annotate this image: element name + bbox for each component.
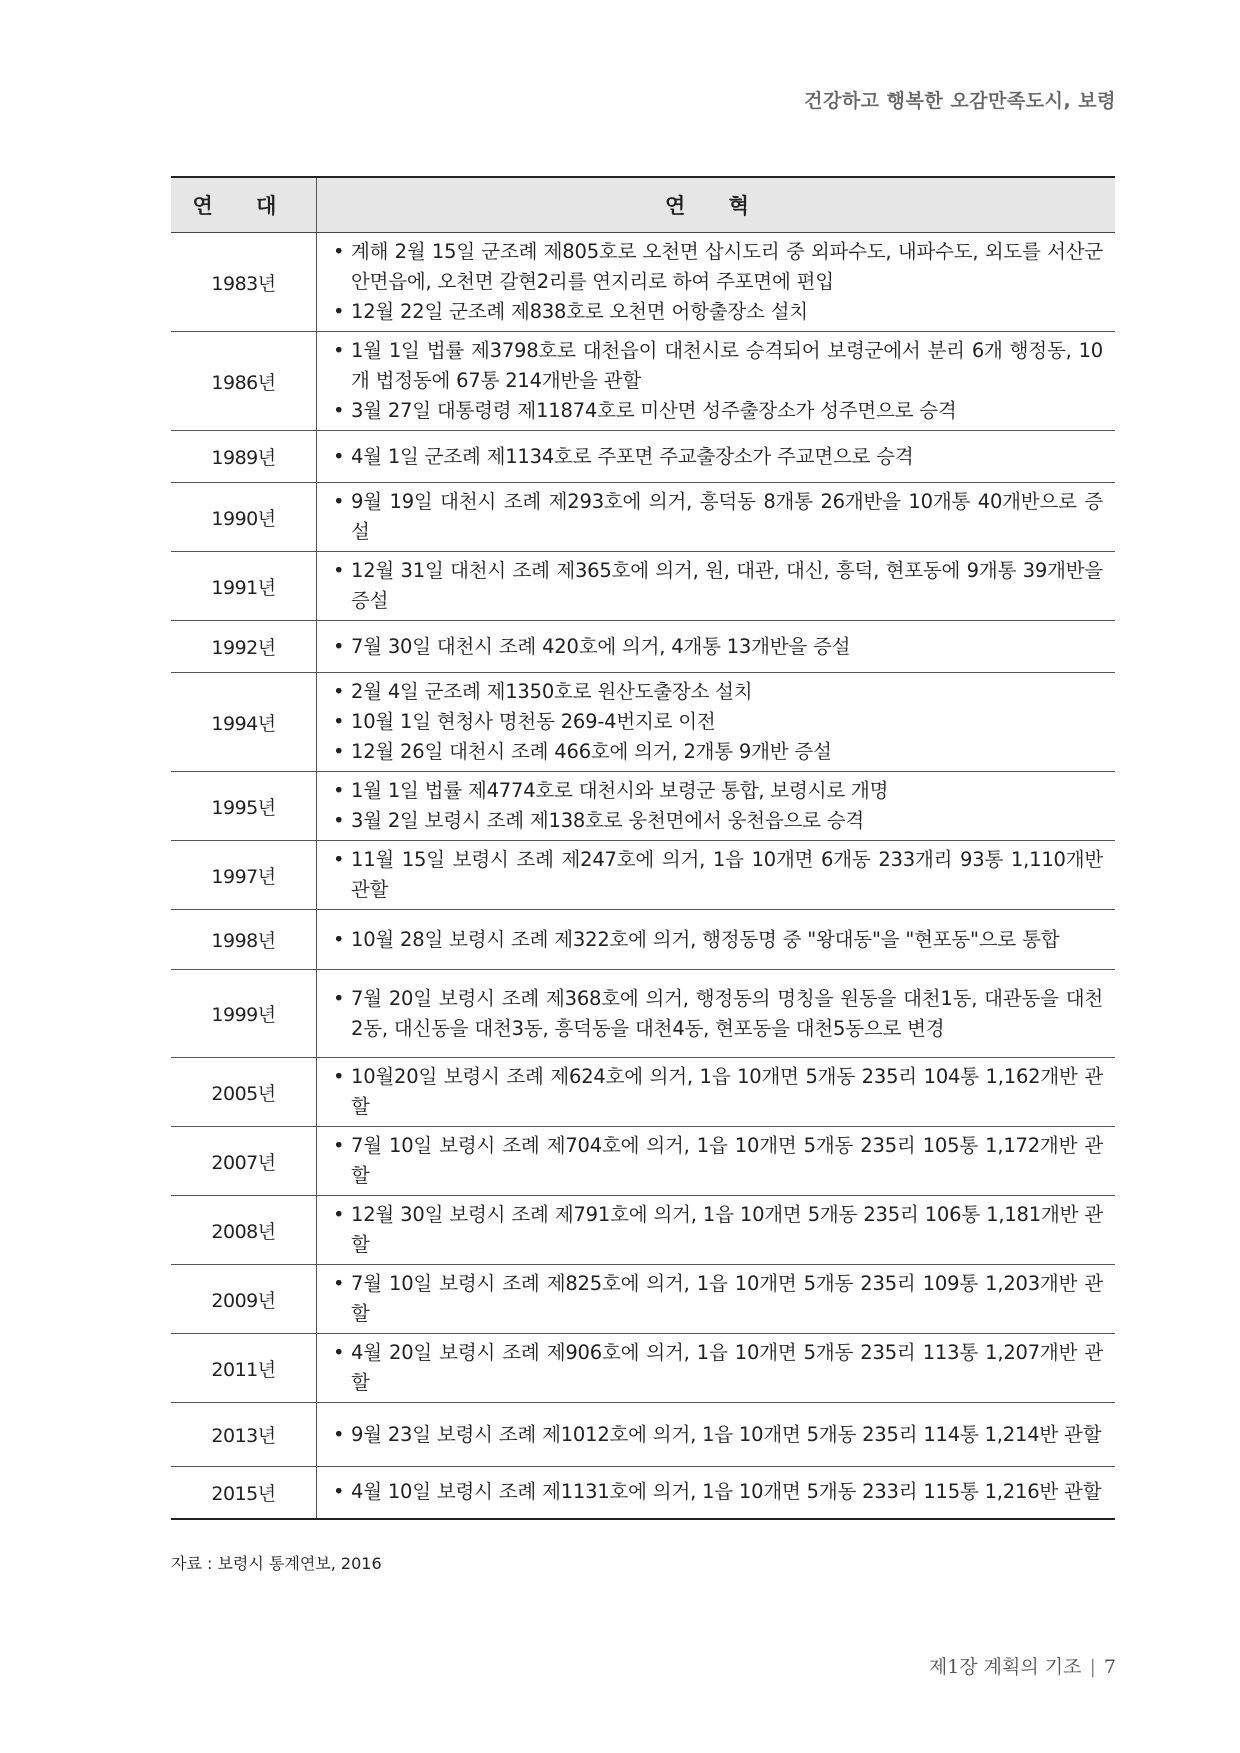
event-list [333,1269,1103,1329]
events-cell [317,673,1116,772]
events-cell [317,1127,1116,1196]
year-cell: 1997년 [171,841,317,910]
event-item: • 4월 10일 보령시 조례 제1131호에 의거, 1읍 10개면 5개동 233리 115통 1,216반 관할 [333,1477,1103,1507]
source-note: 자료 : 보령시 통계연보, 2016 [171,1554,382,1573]
event-item: • 10월20일 보령시 조례 제624호에 의거, 1읍 10개면 5개동 235리 104통 1,162개반 관할 [333,1062,1103,1122]
table-row [171,621,1115,673]
table-row [171,1127,1115,1196]
event-item: • 2월 4일 군조례 제1350호로 원산도출장소 설치 [333,677,1103,707]
event-item: • 1월 1일 법률 제4774호로 대천시와 보령군 통합, 보령시로 개명 [333,776,1103,806]
table-row [171,910,1115,970]
column-header-history: 연 혁 [317,177,1116,233]
event-item: • 12월 31일 대천시 조례 제365호에 의거, 원, 대관, 대신, 흥덕, 현포동에 9개통 39개반을 증설 [333,556,1103,616]
year-cell: 1989년 [171,431,317,483]
year-cell: 2009년 [171,1265,317,1334]
event-list [333,776,1103,836]
events-cell [317,332,1116,431]
page-footer [929,1652,1116,1679]
events-cell [317,841,1116,910]
event-item: • 9월 19일 대천시 조례 제293호에 의거, 흥덕동 8개통 26개반을 10개통 40개반으로 증설 [333,487,1103,547]
event-item: • 12월 22일 군조례 제838호로 오천면 어항출장소 설치 [333,297,1103,327]
event-list [333,1420,1103,1450]
footer-separator: | [1089,1656,1096,1678]
event-list [333,984,1103,1044]
event-item: • 9월 23일 보령시 조례 제1012호에 의거, 1읍 10개면 5개동 235리 114통 1,214반 관할 [333,1420,1103,1450]
history-table-body [171,233,1115,1519]
event-item: • 7월 10일 보령시 조례 제825호에 의거, 1읍 10개면 5개동 235리 109통 1,203개반 관할 [333,1269,1103,1329]
event-list [333,677,1103,767]
event-item: • 10월 1일 현청사 명천동 269-4번지로 이전 [333,707,1103,737]
events-cell [317,1265,1116,1334]
event-item: • 계해 2월 15일 군조례 제805호로 오천면 삽시도리 중 외파수도, 내파수도, 외도를 서산군 안면읍에, 오천면 갈현2리를 연지리로 하여 주포면에 편입 [333,237,1103,297]
event-list [333,556,1103,616]
year-cell: 2005년 [171,1058,317,1127]
table-row [171,332,1115,431]
table-row [171,483,1115,552]
event-list [333,442,1103,472]
event-list [333,632,1103,662]
events-cell [317,910,1116,970]
events-cell [317,1334,1116,1403]
event-item: • 12월 30일 보령시 조례 제791호에 의거, 1읍 10개면 5개동 235리 106통 1,181개반 관할 [333,1200,1103,1260]
event-item: • 7월 30일 대천시 조례 420호에 의거, 4개통 13개반을 증설 [333,632,1103,662]
event-list [333,237,1103,327]
events-cell [317,431,1116,483]
table-row [171,431,1115,483]
events-cell [317,1058,1116,1127]
event-item: • 10월 28일 보령시 조례 제322호에 의거, 행정동명 중 "왕대동"을 "현포동"으로 통합 [333,925,1103,955]
column-header-period: 연 대 [171,177,317,233]
table-row [171,1467,1115,1519]
year-cell: 2015년 [171,1467,317,1519]
events-cell [317,1403,1116,1467]
history-table [171,176,1115,1520]
events-cell [317,1196,1116,1265]
events-cell [317,772,1116,841]
events-cell [317,552,1116,621]
table-row [171,673,1115,772]
year-cell: 1995년 [171,772,317,841]
table-row [171,1265,1115,1334]
table-row [171,1196,1115,1265]
year-cell: 1999년 [171,970,317,1058]
event-item: • 7월 20일 보령시 조례 제368호에 의거, 행정동의 명칭을 원동을 대천1동, 대관동을 대천2동, 대신동을 대천3동, 흥덕동을 대천4동, 현포동을 대천5동으로 변경 [333,984,1103,1044]
event-list [333,1338,1103,1398]
event-list [333,1062,1103,1122]
page-number: 7 [1103,1656,1116,1678]
event-item: • 4월 20일 보령시 조례 제906호에 의거, 1읍 10개면 5개동 235리 113통 1,207개반 관할 [333,1338,1103,1398]
event-list [333,925,1103,955]
event-item: • 7월 10일 보령시 조례 제704호에 의거, 1읍 10개면 5개동 235리 105통 1,172개반 관할 [333,1131,1103,1191]
event-list [333,336,1103,426]
events-cell [317,233,1116,332]
event-item: • 3월 27일 대통령령 제11874호로 미산면 성주출장소가 성주면으로 승격 [333,396,1103,426]
year-cell: 1994년 [171,673,317,772]
event-list [333,1200,1103,1260]
event-list [333,487,1103,547]
events-cell [317,483,1116,552]
running-title: 건강하고 행복한 오감만족도시, 보령 [804,90,1116,112]
year-cell: 2008년 [171,1196,317,1265]
year-cell: 1983년 [171,233,317,332]
event-item: • 11월 15일 보령시 조례 제247호에 의거, 1읍 10개면 6개동 233개리 93통 1,110개반 관할 [333,845,1103,905]
events-cell [317,621,1116,673]
table-row [171,1403,1115,1467]
year-cell: 1991년 [171,552,317,621]
year-cell: 1986년 [171,332,317,431]
table-row [171,772,1115,841]
year-cell: 2007년 [171,1127,317,1196]
year-cell: 1992년 [171,621,317,673]
table-row [171,970,1115,1058]
events-cell [317,970,1116,1058]
year-cell: 1990년 [171,483,317,552]
event-item: • 1월 1일 법률 제3798호로 대천읍이 대천시로 승격되어 보령군에서 분리 6개 행정동, 10개 법정동에 67통 214개반을 관할 [333,336,1103,396]
event-item: • 4월 1일 군조례 제1134호로 주포면 주교출장소가 주교면으로 승격 [333,442,1103,472]
table-row [171,552,1115,621]
table-row [171,841,1115,910]
event-list [333,1477,1103,1507]
chapter-title: 제1장 계획의 기조 [928,1656,1082,1678]
year-cell: 1998년 [171,910,317,970]
event-item: • 3월 2일 보령시 조례 제138호로 웅천면에서 웅천읍으로 승격 [333,806,1103,836]
table-header-row [171,177,1115,233]
event-list [333,1131,1103,1191]
event-list [333,845,1103,905]
year-cell: 2013년 [171,1403,317,1467]
year-cell: 2011년 [171,1334,317,1403]
table-row [171,1058,1115,1127]
table-row [171,233,1115,332]
events-cell [317,1467,1116,1519]
event-item: • 12월 26일 대천시 조례 466호에 의거, 2개통 9개반 증설 [333,737,1103,767]
table-row [171,1334,1115,1403]
